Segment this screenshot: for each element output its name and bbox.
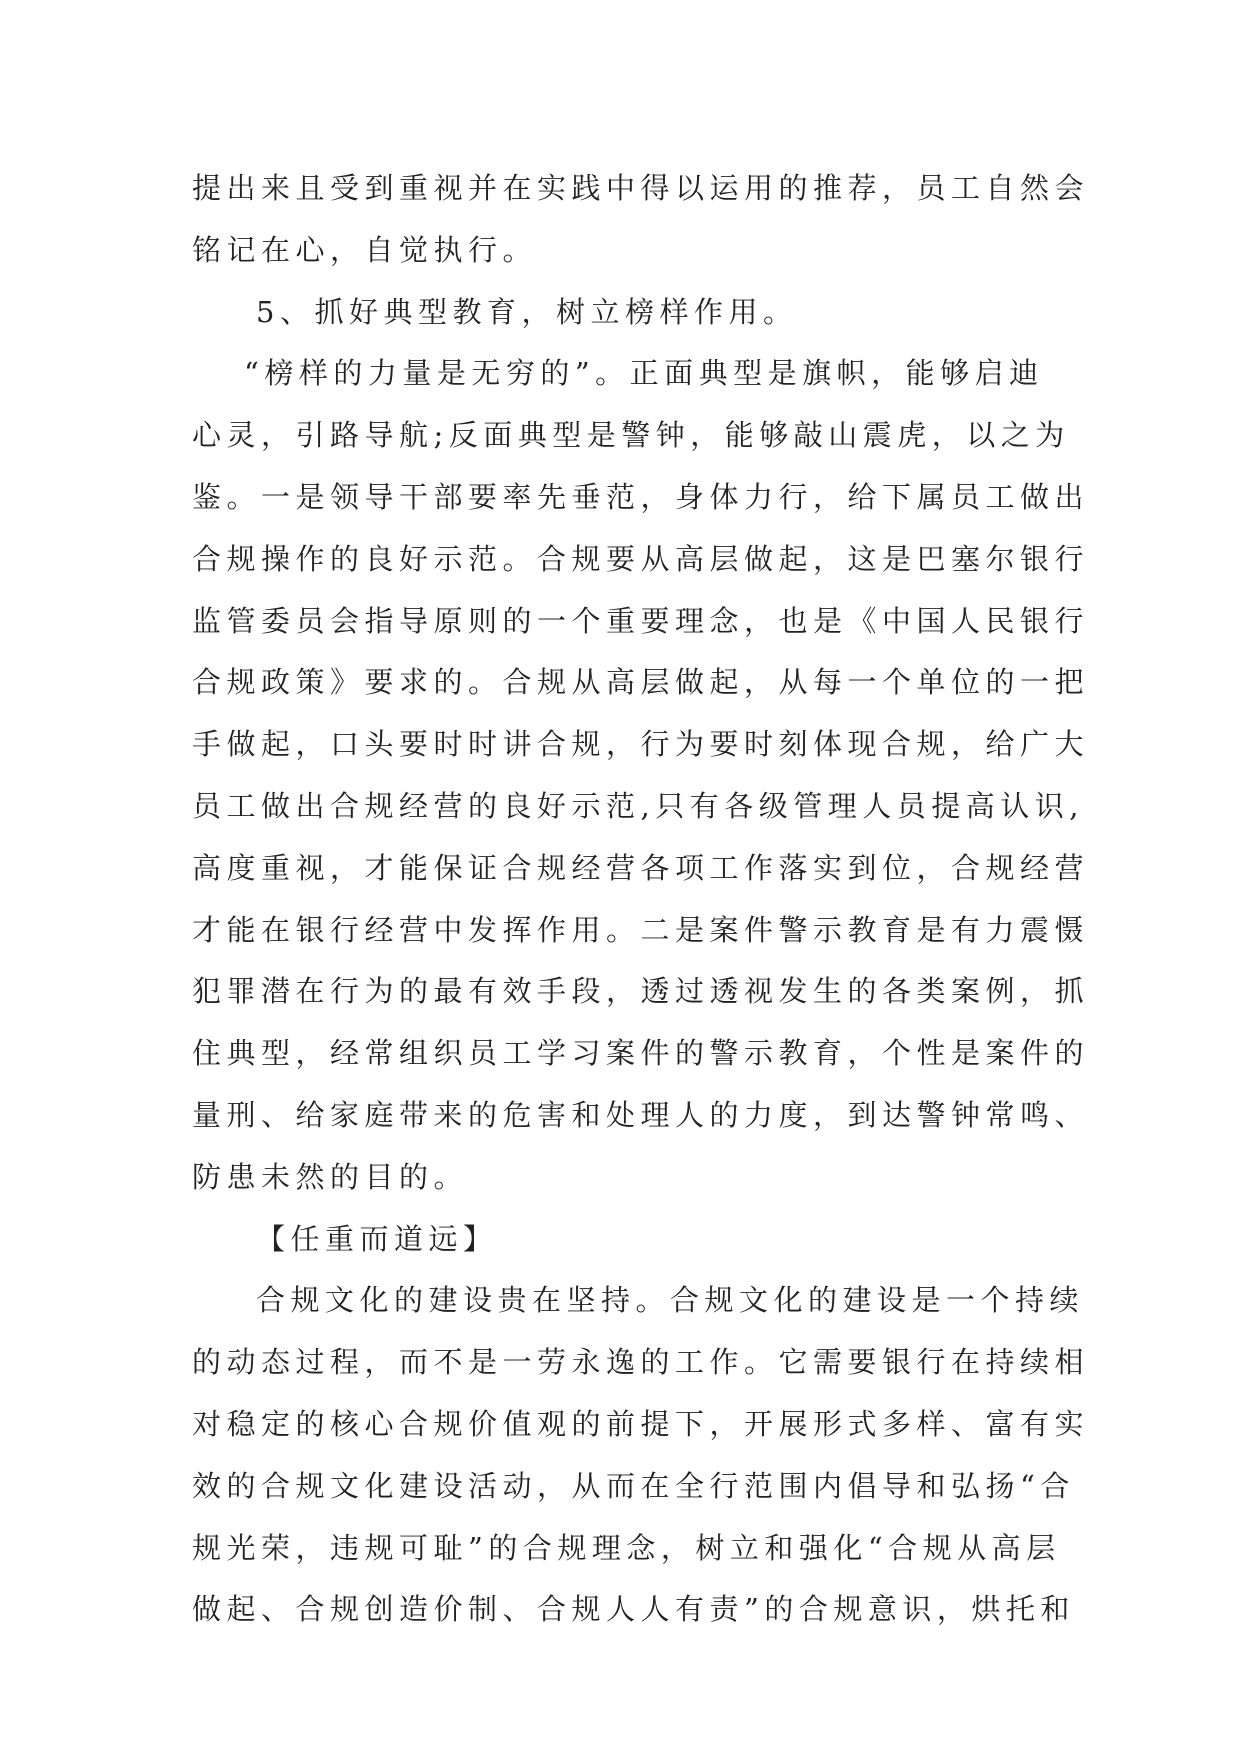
text-line: 高度重视，才能保证合规经营各项工作落实到位，合规经营 [192, 850, 1090, 885]
section-heading: 【任重而道远】 [256, 1221, 498, 1256]
text-line: 做起、合规创造价制、合规人人有责”的合规意识，烘托和 [192, 1592, 1075, 1627]
text-line: 心灵，引路导航;反面典型是警钟，能够敲山震虎，以之为 [192, 418, 1070, 453]
text-line: 监管委员会指导原则的一个重要理念，也是《中国人民银行 [192, 603, 1090, 638]
text-line: 合规政策》要求的。合规从高层做起，从每一个单位的一把 [192, 665, 1090, 700]
text-line: 员工做出合规经营的良好示范,只有各级管理人员提高认识, [192, 788, 1084, 823]
text-line: 对稳定的核心合规价值观的前提下，开展形式多样、富有实 [192, 1406, 1090, 1441]
text-line: 效的合规文化建设活动，从而在全行范围内倡导和弘扬“合 [192, 1468, 1075, 1503]
text-line: 合规操作的良好示范。合规要从高层做起，这是巴塞尔银行 [192, 541, 1090, 576]
text-line: 规光荣，违规可耻”的合规理念，树立和强化“合规从高层 [192, 1530, 1061, 1565]
text-line: 量刑、给家庭带来的危害和处理人的力度，到达警钟常鸣、 [192, 1097, 1090, 1132]
paragraph-start: “榜样的力量是无穷的”。正面典型是旗帜，能够启迪 [244, 356, 1044, 391]
text-line: 的动态过程，而不是一劳永逸的工作。它需要银行在持续相 [192, 1345, 1090, 1380]
text-line: 鉴。一是领导干部要率先垂范，身体力行，给下属员工做出 [192, 479, 1090, 514]
text-line: 提出来且受到重视并在实践中得以运用的推荐，员工自然会 [192, 171, 1090, 205]
body-text [192, 158, 1090, 1641]
text-line: 才能在银行经营中发挥作用。二是案件警示教育是有力震慑 [192, 912, 1090, 947]
paragraph-start: 合规文化的建设贵在坚持。合规文化的建设是一个持续 [256, 1283, 1085, 1318]
text-line: 防患未然的目的。 [192, 1159, 469, 1194]
text-line: 手做起，口头要时时讲合规，行为要时刻体现合规，给广大 [192, 727, 1090, 762]
text-line: 犯罪潜在行为的最有效手段，透过透视发生的各类案例，抓 [192, 974, 1090, 1009]
text-line: 住典型，经常组织员工学习案件的警示教育，个性是案件的 [192, 1036, 1090, 1071]
section-heading: 5、抓好典型教育，树立榜样作用。 [256, 294, 798, 329]
text-line: 铭记在心，自觉执行。 [192, 232, 538, 267]
